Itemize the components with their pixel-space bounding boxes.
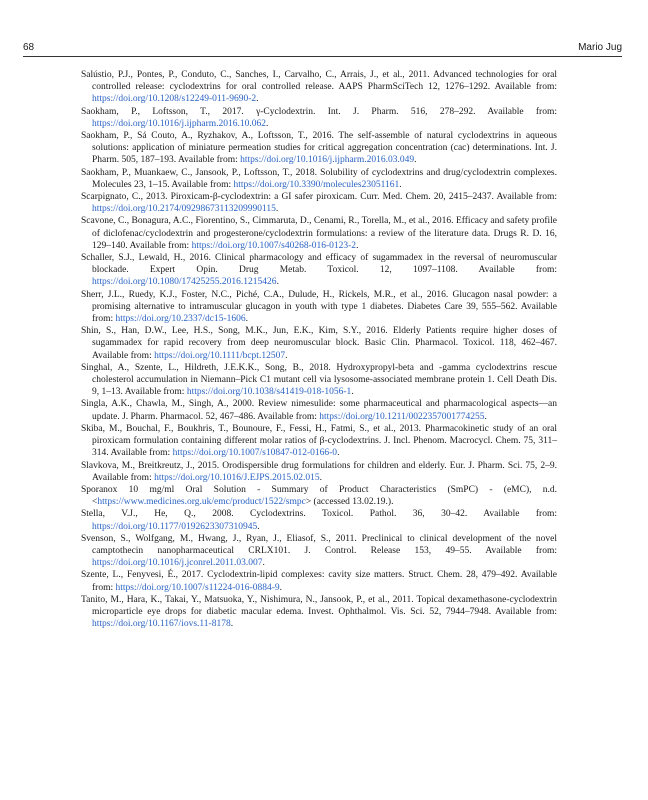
reference-entry xyxy=(81,569,557,593)
reference-text: Sporanox 10 mg/ml Oral Solution - Summary of Product Characteristics (SmPC) - (eMC), n.d. < xyxy=(81,484,557,508)
reference-tail: . xyxy=(356,240,359,251)
reference-text: Svenson, S., Wolfgang, M., Hwang, J., Ryan, J., Eliasof, S., 2011. Preclinical to clinical development of the novel camptothecin nanopharmaceutical CRLX101. J. Control. Release 153, 49–55. Available from: xyxy=(81,533,557,556)
reference-entry xyxy=(81,594,557,631)
doi-link[interactable]: https://doi.org/10.1007/s11224-016-0884-9 xyxy=(115,582,280,593)
reference-text: Shin, S., Han, D.W., Lee, H.S., Song, M.K., Jun, E.K., Kim, S.Y., 2016. Elderly Patients require higher doses of sugammadex for rapid recovery from deep neuromuscular block. Basic Clin. Pharmacol. Toxicol. 118, 462–467. Available from: xyxy=(81,326,557,361)
doi-link[interactable]: https://www.medicines.org.uk/emc/product/1522/smpc xyxy=(97,497,306,508)
reference-tail: . xyxy=(414,155,417,166)
reference-entry xyxy=(81,325,557,362)
doi-link[interactable]: https://doi.org/10.3390/molecules23051161 xyxy=(233,179,400,190)
reference-entry xyxy=(81,533,557,570)
reference-tail: . xyxy=(230,619,234,630)
reference-text: Saokham, P., Loftsson, T., 2017. γ-Cyclodextrin. Int. J. Pharm. 516, 278–292. Available from: xyxy=(81,106,557,117)
doi-link[interactable]: https://doi.org/10.1016/j.ijpharm.2016.03.049 xyxy=(240,155,415,166)
reference-tail: . xyxy=(484,411,487,422)
doi-link[interactable]: https://doi.org/10.1208/s12249-011-9690-2 xyxy=(92,94,257,105)
reference-entry xyxy=(81,484,557,508)
reference-tail: . xyxy=(285,350,288,361)
reference-list xyxy=(81,69,557,630)
reference-tail: . xyxy=(337,448,340,459)
reference-tail: . xyxy=(266,118,269,129)
reference-entry xyxy=(81,252,557,289)
reference-entry xyxy=(81,167,557,191)
reference-entry xyxy=(81,191,557,215)
reference-entry xyxy=(81,215,557,252)
doi-link[interactable]: https://doi.org/10.1038/s41419-018-1056-1 xyxy=(186,387,352,398)
reference-entry xyxy=(81,362,557,399)
reference-text: Stella, V.J., He, Q., 2008. Cyclodextrins. Toxicol. Pathol. 36, 30–42. Available from: xyxy=(81,509,557,520)
reference-tail: . xyxy=(262,558,265,569)
reference-tail: . xyxy=(275,204,279,215)
reference-text: Szente, L., Fenyvesi, É., 2017. Cyclodextrin-lipid complexes: cavity size matters. Struct. Chem. 28, 479–492. Available from: xyxy=(81,570,557,593)
reference-tail: . xyxy=(351,387,354,398)
doi-link[interactable]: https://doi.org/10.2174/09298673113209990115 xyxy=(92,204,276,215)
reference-tail: . xyxy=(257,521,260,532)
reference-text: Skiba, M., Bouchal, F., Boukhris, T., Bounoure, F., Fessi, H., Fatmi, S., et al., 2013. Pharmacokinetic study of an oral piroxicam formulation containing different molar ratios of β-cyclodextrins. J. Incl. Phenom. Macrocycl. Chem. 75, 311–314. Available from: xyxy=(81,423,557,459)
running-author: Mario Jug xyxy=(578,42,622,53)
doi-link[interactable]: https://doi.org/10.1177/0192623307310945 xyxy=(92,521,258,532)
doi-link[interactable]: https://doi.org/10.1211/0022357001774255 xyxy=(319,411,485,422)
reference-tail: . xyxy=(279,582,282,593)
reference-text: Scavone, C., Bonagura, A.C., Fiorentino, S., Cimmaruta, D., Cenami, R., Torella, M., et al., 2016. Efficacy and safety profile of diclofenac/cyclodextrin and progesterone/cyclodextrin formulations: a review of the literature data. Drugs R. D. 16, 129–140. Available from: xyxy=(81,216,557,251)
doi-link[interactable]: https://doi.org/10.1007/s40268-016-0123-2 xyxy=(191,240,357,251)
reference-text: Saokham, P., Sá Couto, A., Ryzhakov, A., Loftsson, T., 2016. The self-assemble of natural cyclodextrins in aqueous solutions: application of miniature permeation studies for critical aggregation concentration (cac) determinations. Int. J. Pharm. 505, 187–193. Available from: xyxy=(81,131,557,166)
reference-entry xyxy=(81,398,557,422)
doi-link[interactable]: https://doi.org/10.1016/j.jconrel.2011.03.007 xyxy=(92,558,263,569)
doi-link[interactable]: https://doi.org/10.1080/17425255.2016.1215426 xyxy=(92,277,277,288)
reference-text: Saokham, P., Muankaew, C., Jansook, P., Loftsson, T., 2018. Solubility of cyclodextrins and drug/cyclodextrin complexes. Molecules 23, 1–15. Available from: xyxy=(81,167,557,190)
reference-text: Tanito, M., Hara, K., Takai, Y., Matsuoka, Y., Nishimura, N., Jansook, P., et al., 2011. Topical dexamethasone-cyclodextrin microparticle eye drops for diabetic macular edema. Invest. Ophthalmol. Vis. Sci. 52, 7944–7948. Available from: xyxy=(81,594,557,617)
reference-tail: . xyxy=(399,179,402,190)
doi-link[interactable]: https://doi.org/10.1016/J.EJPS.2015.02.015 xyxy=(154,472,320,483)
reference-text: Singla, A.K., Chawla, M., Singh, A., 2000. Review nimesulide: some pharmaceutical and pharmacological aspects—an update. J. Pharm. Pharmacol. 52, 467–486. Available from: xyxy=(81,399,557,422)
reference-entry xyxy=(81,289,557,326)
reference-entry xyxy=(81,508,557,532)
reference-text: Sherr, J.L., Ruedy, K.J., Foster, N.C., Piché, C.A., Dulude, H., Rickels, M.R., et al., 2016. Glucagon nasal powder: a promising alternative to intramuscular glucagon in youth with type 1 diabetes. Diabetes Care 39, 555–562. Available from: xyxy=(81,289,557,325)
reference-tail: . xyxy=(256,94,259,105)
doi-link[interactable]: https://doi.org/10.1007/s10847-012-0166-0 xyxy=(172,448,338,459)
reference-tail: . xyxy=(276,277,279,288)
reference-tail: . xyxy=(319,472,323,483)
header-rule xyxy=(23,56,622,57)
reference-entry xyxy=(81,106,557,130)
reference-text: Singhal, A., Szente, L., Hildreth, J.E.K.K., Song, B., 2018. Hydroxypropyl-beta and -gamma cyclodextrins rescue cholesterol accumulation in Niemann–Pick C1 mutant cell via lysosome-associated membrane protein 1. Cell Death Dis. 9, 1–13. Available from: xyxy=(81,362,557,398)
reference-text: Salústio, P.J., Pontes, P., Conduto, C., Sanches, I., Carvalho, C., Arrais, J., et al., 2011. Advanced technologies for oral controlled release: cyclodextrins for oral controlled release. AAPS PharmSciTech 12, 1276–1292. Available from: xyxy=(81,70,557,93)
doi-link[interactable]: https://doi.org/10.1016/j.ijpharm.2016.10.062 xyxy=(92,118,266,129)
reference-entry xyxy=(81,423,557,460)
reference-tail: . xyxy=(245,314,249,325)
doi-link[interactable]: https://doi.org/10.2337/dc15-1606 xyxy=(115,314,246,325)
reference-entry xyxy=(81,460,557,484)
doi-link[interactable]: https://doi.org/10.1167/iovs.11-8178 xyxy=(92,619,231,630)
reference-text: Slavkova, M., Breitkreutz, J., 2015. Orodispersible drug formulations for children and elderly. Eur. J. Pharm. Sci. 75, 2–9. Available from: xyxy=(81,460,557,483)
page-number: 68 xyxy=(23,42,35,53)
reference-entry xyxy=(81,130,557,167)
doi-link[interactable]: https://doi.org/10.1111/bcpt.12507 xyxy=(154,350,286,361)
reference-text: Schaller, S.J., Lewald, H., 2016. Clinical pharmacology and efficacy of sugammadex in the reversal of neuromuscular blockade. Expert Opin. Drug Metab. Toxicol. 12, 1097–1108. Available from: xyxy=(81,253,557,276)
reference-entry xyxy=(81,69,557,106)
reference-tail: > (accessed 13.02.19.). xyxy=(305,497,394,508)
reference-text: Scarpignato, C., 2013. Piroxicam-β-cyclodextrin: a GI safer piroxicam. Curr. Med. Chem. 20, 2415–2437. Available from: xyxy=(81,192,557,203)
